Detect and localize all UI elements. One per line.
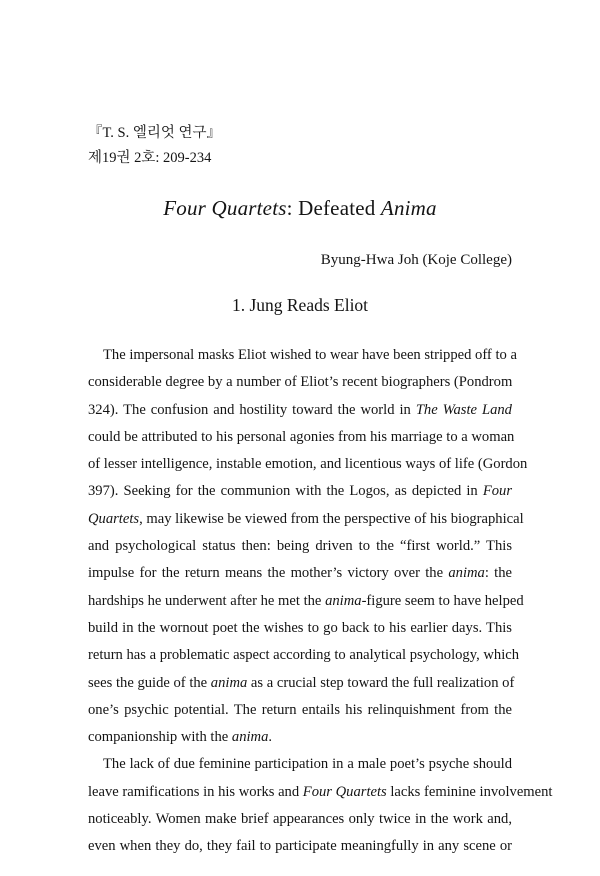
text-line	[88, 833, 512, 860]
text-segment: noticeably. Women make brief appearances only twice in the work and,	[88, 811, 512, 828]
text-segment: , may likewise be viewed from the perspective of his biographical	[139, 510, 524, 527]
text-segment: one’s psychic potential. The return entails his relinquishment from the	[88, 701, 512, 718]
italic-text: anima	[325, 592, 362, 609]
text-segment: sees the guide of the	[88, 674, 211, 691]
text-segment: as a crucial step toward the full realization of	[247, 674, 515, 691]
text-segment: 397). Seeking for the communion with the Logos, as depicted in	[88, 483, 483, 500]
text-segment: and psychological status then: being driven to the “first world.” This	[88, 538, 512, 555]
text-line	[88, 397, 512, 424]
text-line	[88, 751, 512, 778]
article-title-part: : Defeated	[286, 196, 381, 220]
text-segment: could be attributed to his personal agonies from his marriage to a woman	[88, 428, 515, 445]
text-line	[88, 533, 512, 560]
text-line	[88, 424, 515, 451]
text-segment: -figure seem to have helped	[361, 592, 524, 609]
text-segment: leave ramifications in his works and	[88, 783, 303, 800]
text-line	[88, 779, 553, 806]
text-segment: considerable degree by a number of Eliot’s recent biographers (Pondrom	[88, 374, 513, 391]
italic-text: anima	[210, 674, 248, 691]
journal-issue: 제19권 2호: 209-234	[88, 150, 212, 166]
italic-text: The Waste Land	[415, 401, 512, 418]
paragraph	[88, 751, 553, 860]
italic-text: anima	[448, 565, 485, 582]
paragraph	[88, 342, 528, 751]
text-line	[88, 451, 528, 478]
journal-title: 『T. S. 엘리엇 연구』	[88, 125, 222, 141]
italic-text: Quartets	[88, 510, 140, 527]
italic-text: Four	[482, 483, 512, 500]
text-segment: lacks feminine involvement	[386, 783, 553, 800]
text-segment: hardships he underwent after he met the	[88, 592, 326, 609]
section-heading: 1. Jung Reads Eliot	[231, 295, 369, 315]
text-segment: companionship with the	[88, 729, 232, 746]
text-line	[88, 506, 524, 533]
article-title-part: Anima	[380, 196, 437, 220]
article-author: Byung-Hwa Joh (Koje College)	[320, 252, 512, 268]
text-segment: even when they do, they fail to participate meaningfully in any scene or	[88, 838, 512, 855]
journal-info	[88, 121, 221, 171]
text-line	[88, 642, 520, 669]
text-line	[88, 369, 512, 396]
text-segment: The impersonal masks Eliot wished to wear have been stripped off to a	[103, 347, 517, 363]
italic-text: anima	[231, 729, 269, 746]
text-segment: .	[268, 729, 273, 746]
text-line	[88, 670, 515, 697]
text-line	[88, 342, 517, 369]
text-line	[88, 478, 512, 505]
text-line	[88, 697, 512, 724]
text-segment: 324). The confusion and hostility toward the world in	[88, 401, 416, 418]
text-segment: return has a problematic aspect according to analytical psychology, which	[88, 647, 520, 664]
italic-text: Four Quartets	[302, 783, 387, 800]
text-segment: of lesser intelligence, instable emotion, and licentious ways of life (Gordon	[88, 456, 528, 473]
article-title-part: Four Quartets	[163, 196, 287, 220]
text-line	[88, 588, 524, 615]
body-text	[88, 342, 553, 861]
text-line	[88, 806, 512, 833]
text-segment: build in the wornout poet the wishes to go back to his earlier days. This	[88, 619, 512, 636]
text-segment: impulse for the return means the mother’s victory over the	[88, 565, 449, 582]
text-segment: The lack of due feminine participation in a male poet’s psyche should	[103, 756, 512, 773]
text-line	[88, 615, 512, 642]
text-line	[88, 560, 512, 587]
text-line	[88, 724, 512, 751]
article-title	[0, 192, 600, 224]
text-segment: : the	[484, 565, 512, 582]
